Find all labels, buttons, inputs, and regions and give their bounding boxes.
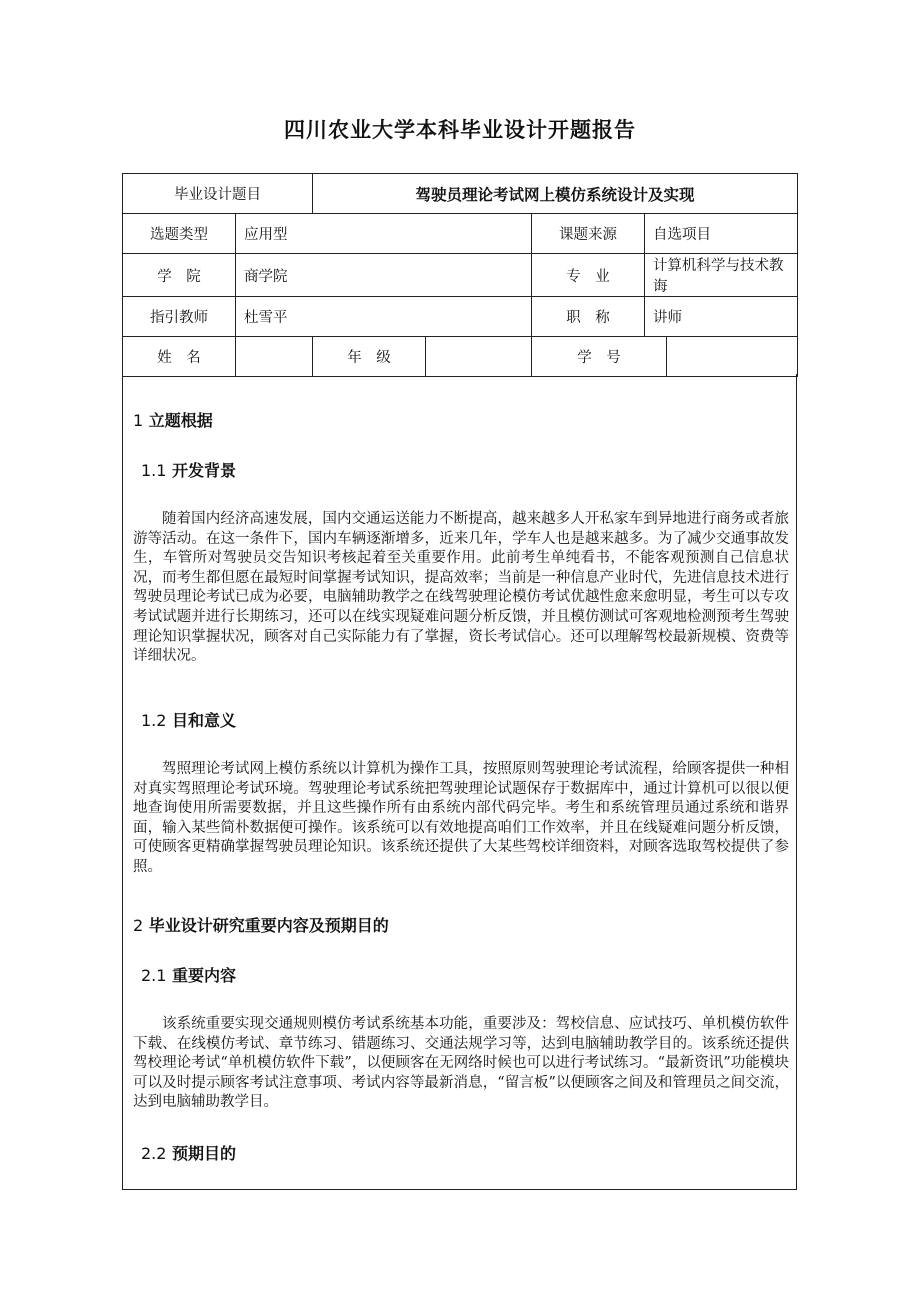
name-label: 姓 名 xyxy=(123,337,236,377)
section-1-2-paragraph: 驾照理论考试网上模仿系统以计算机为操作工具，按照原则驾驶理论考试流程，给顾客提供一种相对真实驾照理论考试环境。驾驶理论考试系统把驾驶理论试题保存于数据库中，通过计算机可以很以便地查询使用所需要数据，并且这些操作所有由系统内部代码完毕。考生和系统管理员通过系统和谐界面，输入某些简朴数据便可操作。该系统可以有效地提高咱们工作效率，并且在线疑难问题分析反馈，可使顾客更精确掌握驾驶员理论知识。该系统还提供了大某些驾校详细资料，对顾客选取驾校提供了参照。 xyxy=(133,761,789,875)
section-title: 立题根据 xyxy=(148,411,213,430)
section-number: 2.1 xyxy=(141,966,167,985)
topic-value: 驾驶员理论考试网上模仿系统设计及实现 xyxy=(313,174,798,214)
section-2-2-heading xyxy=(141,1141,236,1164)
name-value xyxy=(236,337,313,377)
section-1-1-paragraph: 随着国内经济高速发展，国内交通运送能力不断提高，越来越多人开私家车到异地进行商务或者旅游等活动。在这一条件下，国内车辆逐渐增多，近来几年，学车人也是越来越多。为了减少交通事故发生，车管所对驾驶员交告知识考核起着至关重要作用。此前考生单纯看书，不能客观预测自己信息状况，而考生都但愿在最短时间掌握考试知识，提高效率；当前是一种信息产业时代，先进信息技术进行驾驶员理论考试已成为必要，电脑辅助教学之在线驾驶理论模仿考试优越性愈来愈明显，考生可以专攻考试试题并进行长期练习，还可以在线实现疑难问题分析反馈，并且模仿测试可客观地检测预考生驾驶理论知识掌握状况，顾客对自己实际能力有了掌握，资长考试信心。还可以理解驾校最新规模、资费等详细状况。 xyxy=(133,511,789,665)
row-college xyxy=(123,254,798,297)
section-title: 目和意义 xyxy=(172,711,237,730)
info-table xyxy=(122,173,798,377)
row-topic xyxy=(123,174,798,214)
major-value: 计算机科学与技术教诲 xyxy=(645,254,798,297)
document-title: 四川农业大学本科毕业设计开题报告 xyxy=(284,118,636,142)
section-number: 1 xyxy=(133,411,144,430)
section-1-2-heading xyxy=(141,708,236,731)
source-label: 课题来源 xyxy=(532,214,645,254)
student-id-value xyxy=(667,337,798,377)
section-number: 2.2 xyxy=(141,1144,167,1163)
rank-label: 职 称 xyxy=(532,297,645,337)
row-advisor xyxy=(123,297,798,337)
student-id-label: 学 号 xyxy=(532,337,667,377)
section-title: 预期目的 xyxy=(172,1144,237,1163)
section-2-1-paragraph: 该系统重要实现交通规则模仿考试系统基本功能，重要涉及：驾校信息、应试技巧、单机模仿软件下载、在线模仿考试、章节练习、错题练习、交通法规学习等，达到电脑辅助教学目的。该系统还提供驾校理论考试“单机模仿软件下载”，以便顾客在无网络时候也可以进行考试练习。“最新资讯”功能模块可以及时提示顾客考试注意事项、考试内容等最新消息，“留言板”以便顾客之间及和管理员之间交流，达到电脑辅助教学目。 xyxy=(133,1016,789,1111)
section-title: 开发背景 xyxy=(172,461,237,480)
section-2-heading xyxy=(133,913,389,936)
row-student xyxy=(123,337,798,377)
grade-label: 年 级 xyxy=(313,337,426,377)
section-number: 2 xyxy=(133,916,144,935)
source-value: 自选项目 xyxy=(645,214,798,254)
topic-label: 毕业设计题目 xyxy=(123,174,313,214)
type-value: 应用型 xyxy=(236,214,532,254)
row-type xyxy=(123,214,798,254)
rank-value: 讲师 xyxy=(645,297,798,337)
advisor-label: 指引教师 xyxy=(123,297,236,337)
section-title: 毕业设计研究重要内容及预期目的 xyxy=(148,916,389,935)
section-number: 1.2 xyxy=(141,711,167,730)
report-body xyxy=(122,374,797,1190)
major-label: 专 业 xyxy=(532,254,645,297)
college-label: 学 院 xyxy=(123,254,236,297)
college-value: 商学院 xyxy=(236,254,532,297)
section-title: 重要内容 xyxy=(172,966,237,985)
grade-value xyxy=(426,337,532,377)
section-1-1-heading xyxy=(141,458,236,481)
section-number: 1.1 xyxy=(141,461,167,480)
type-label: 选题类型 xyxy=(123,214,236,254)
advisor-value: 杜雪平 xyxy=(236,297,532,337)
section-2-1-heading xyxy=(141,963,236,986)
section-1-heading xyxy=(133,408,213,431)
